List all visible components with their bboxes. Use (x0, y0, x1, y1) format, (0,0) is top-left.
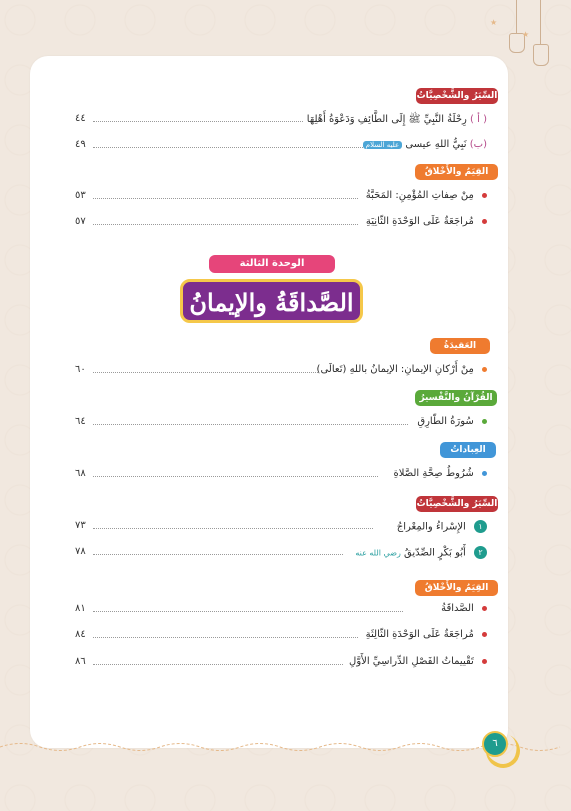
toc-row[interactable] (75, 520, 487, 534)
section-tag-seerah: السِّيَرُ والشَّخْصِيَّاتُ (416, 88, 498, 104)
star-icon: ★ (522, 30, 530, 39)
page-number: ٨٤ (75, 629, 86, 640)
toc-title: شُرُوطُ صِحَّةِ الصَّلاةِ (393, 468, 474, 479)
page-number: ٥٧ (75, 216, 86, 227)
toc-row[interactable] (75, 656, 487, 670)
lantern-string (540, 0, 541, 44)
page-number: ٤٤ (75, 113, 86, 124)
toc-title: الصَّداقَةُ (441, 603, 474, 614)
item-prefix: (ب) (469, 139, 487, 150)
toc-title: أَبُو بَكْرٍ الصِّدّيقُ (404, 547, 466, 559)
toc-row[interactable] (75, 190, 487, 204)
bullet-icon (482, 419, 487, 424)
lantern-string (516, 0, 517, 33)
leader-dots (93, 664, 343, 665)
star-icon: ★ (490, 18, 498, 27)
honorific-icon: عليه السلام (363, 141, 402, 149)
toc-row[interactable] (75, 113, 487, 127)
page-number-badge: ٦ (482, 731, 508, 757)
page-number: ٦٠ (75, 364, 86, 375)
page-number: ٧٨ (75, 546, 86, 557)
number-badge: ٢ (474, 546, 487, 559)
leader-dots (93, 121, 303, 122)
section-tag-seerah: السِّيَرُ والشَّخْصِيَّاتُ (416, 496, 498, 512)
number-badge: ١ (474, 520, 487, 533)
toc-title: مُراجَعَةٌ عَلَى الوَحْدَةِ الثّالِثَةِ (365, 629, 474, 640)
toc-title: مُراجَعَةٌ عَلَى الوَحْدَةِ الثّانِيَةِ (365, 216, 474, 227)
lantern-icon (533, 44, 549, 66)
bullet-icon (482, 219, 487, 224)
toc-row[interactable] (75, 468, 487, 482)
leader-dots (93, 637, 358, 638)
leader-dots (93, 476, 378, 477)
page-number: ٨٦ (75, 656, 86, 667)
toc-title: الإِسْراءُ والمِعْراجُ (396, 521, 466, 533)
toc-title: سُورَةُ الطّارِقِ (417, 416, 474, 427)
toc-row[interactable] (75, 364, 487, 378)
page-number: ٦٤ (75, 416, 86, 427)
page-number: ٨١ (75, 603, 86, 614)
item-prefix: ( أ ) (470, 114, 487, 125)
section-tag-values: القِيَمُ والأَخْلاقُ (415, 164, 498, 180)
page-number: ٦٨ (75, 468, 86, 479)
bullet-icon (482, 367, 487, 372)
bullet-icon (482, 659, 487, 664)
leader-dots (93, 554, 343, 555)
page-number: ٥٣ (75, 190, 86, 201)
toc-row[interactable] (75, 416, 487, 430)
section-tag-ibadat: العِباداتُ (440, 442, 496, 458)
leader-dots (93, 147, 363, 148)
bullet-icon (482, 632, 487, 637)
toc-row[interactable] (75, 216, 487, 230)
leader-dots (93, 198, 358, 199)
unit-label: الوحدة الثالثة (209, 255, 335, 273)
toc-title: مِنْ صِفاتِ المُؤْمِنِ: المَحَبَّةُ (365, 190, 474, 201)
leader-dots (93, 528, 373, 529)
toc-title: نَبِيُّ اللهِ عيسى (405, 139, 467, 150)
toc-title: تَقْييماتُ الفَصْلِ الدِّراسِيِّ الأَوَّلِ (349, 656, 474, 667)
section-tag-values: القِيَمُ والأَخْلاقُ (415, 580, 498, 596)
section-tag-aqeedah: العَقيدَةُ (430, 338, 490, 354)
leader-dots (93, 372, 318, 373)
toc-title: رِحْلَةُ النَّبِيِّ ﷺ إِلَى الطَّائِفِ وَدَعْوَةُ أَهْلِهَا (306, 114, 467, 125)
honorific-icon: رضي الله عنه (355, 548, 401, 558)
toc-row[interactable] (75, 629, 487, 643)
bullet-icon (482, 193, 487, 198)
leader-dots (93, 224, 358, 225)
leader-dots (93, 611, 403, 612)
page-number: ٤٩ (75, 139, 86, 150)
unit-title: الصَّداقَةُ والإيمانُ (180, 279, 363, 323)
page-number: ٧٣ (75, 520, 86, 531)
toc-row[interactable] (75, 546, 487, 560)
bullet-icon (482, 606, 487, 611)
section-tag-quran: القُرْآنُ والتَّفْسيرُ (415, 390, 497, 406)
leader-dots (93, 424, 408, 425)
toc-row[interactable] (75, 603, 487, 617)
toc-row[interactable] (75, 139, 487, 153)
bullet-icon (482, 471, 487, 476)
toc-title: مِنْ أَرْكانِ الإيمانِ: الإيمانُ باللهِ (تَعالَى) (316, 364, 474, 375)
